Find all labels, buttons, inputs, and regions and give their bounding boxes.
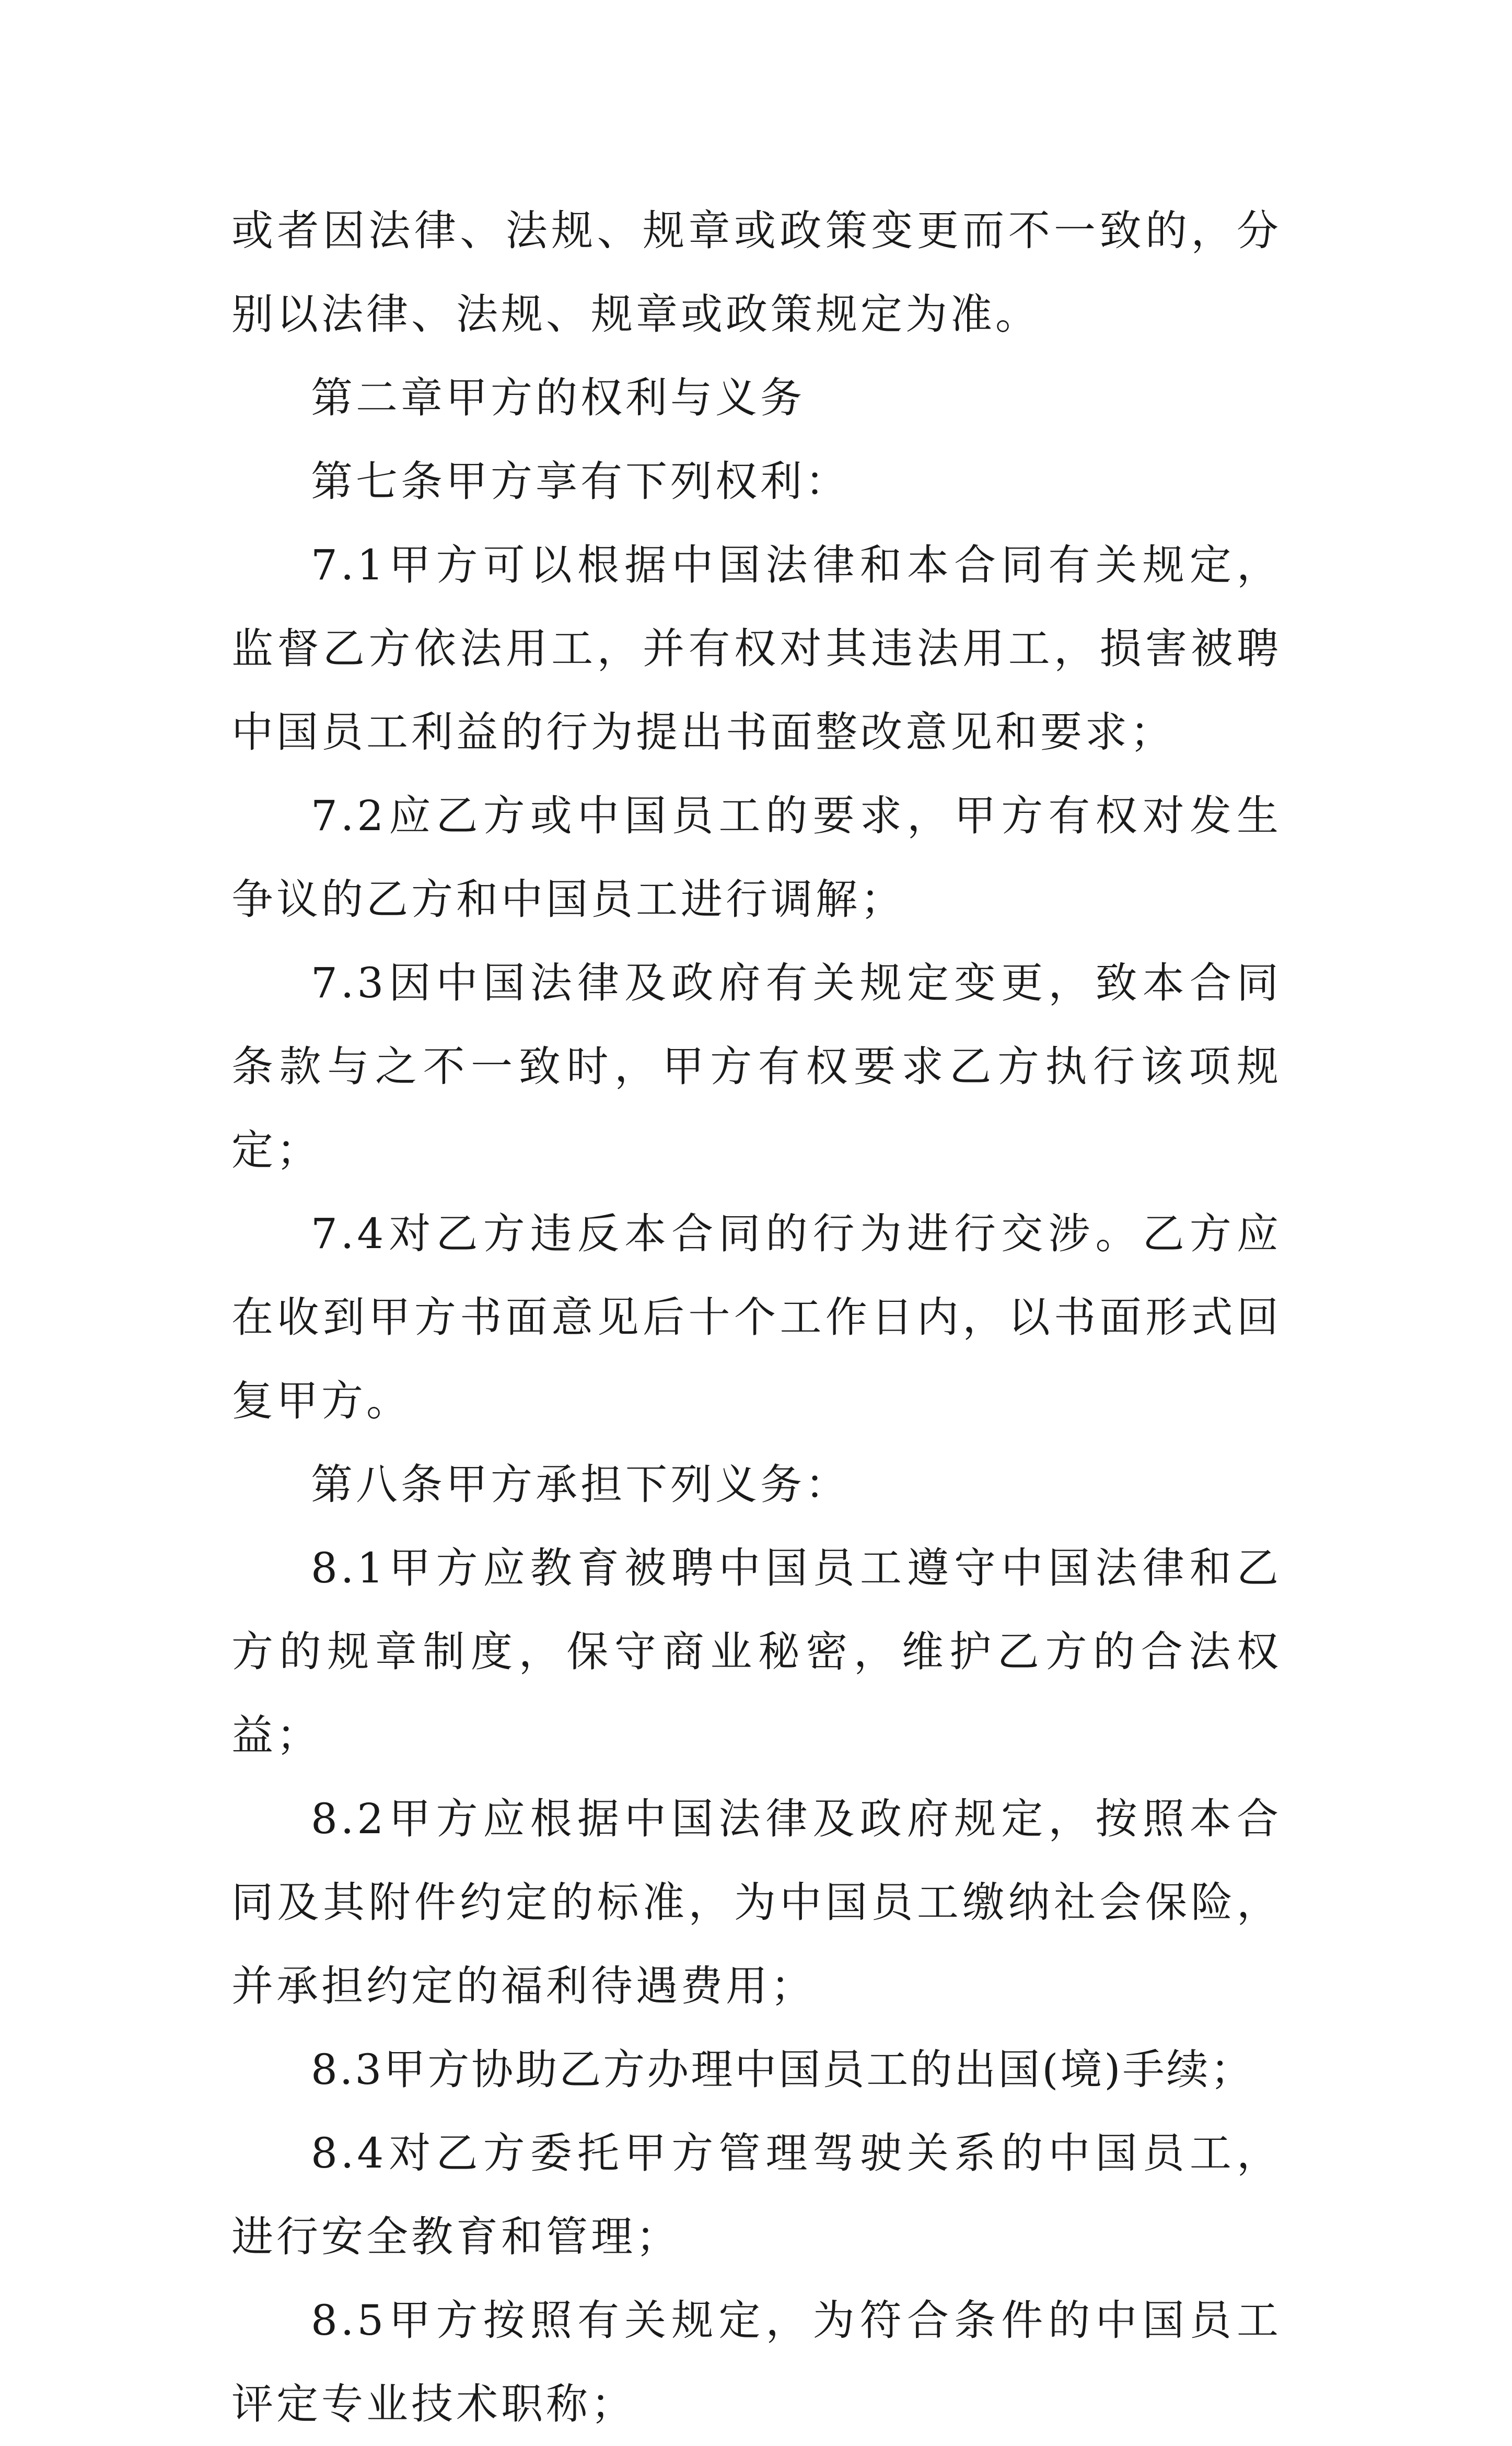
clause-7-3: 7.3因中国法律及政府有关规定变更，致本合同条款与之不一致时，甲方有权要求乙方执行该项规定； bbox=[231, 959, 1282, 1174]
chapter-heading: 第二章甲方的权利与义务 bbox=[311, 374, 805, 422]
clause-8-4: 8.4对乙方委托甲方管理驾驶关系的中国员工，进行安全教育和管理； bbox=[231, 2129, 1282, 2261]
clause-7-1: 7.1甲方可以根据中国法律和本合同有关规定，监督乙方依法用工，并有权对其违法用工，损害被聘中国员工利益的行为提出书面整改意见和要求； bbox=[231, 541, 1282, 756]
article-8-heading: 第八条甲方承担下列义务： bbox=[311, 1460, 850, 1509]
clause-8-3: 8.3甲方协助乙方办理中国员工的出国(境)手续； bbox=[311, 2045, 1254, 2094]
clause-8-5: 8.5甲方按照有关规定，为符合条件的中国员工评定专业技术职称； bbox=[231, 2296, 1282, 2428]
clause-8-1: 8.1甲方应教育被聘中国员工遵守中国法律和乙方的规章制度，保守商业秘密，维护乙方的合法权益； bbox=[231, 1544, 1282, 1760]
document-page bbox=[231, 189, 1282, 2446]
paragraph-continuation: 或者因法律、法规、规章或政策变更而不一致的，分别以法律、法规、规章或政策规定为准。 bbox=[231, 206, 1282, 339]
article-7-heading: 第七条甲方享有下列权利： bbox=[311, 457, 850, 506]
clause-7-4: 7.4对乙方违反本合同的行为进行交涉。乙方应在收到甲方书面意见后十个工作日内，以书面形式回复甲方。 bbox=[231, 1209, 1282, 1425]
clause-7-2: 7.2应乙方或中国员工的要求，甲方有权对发生争议的乙方和中国员工进行调解； bbox=[231, 791, 1282, 924]
clause-8-2: 8.2甲方应根据中国法律及政府规定，按照本合同及其附件约定的标准，为中国员工缴纳社会保险，并承担约定的福利待遇费用； bbox=[231, 1795, 1282, 2010]
